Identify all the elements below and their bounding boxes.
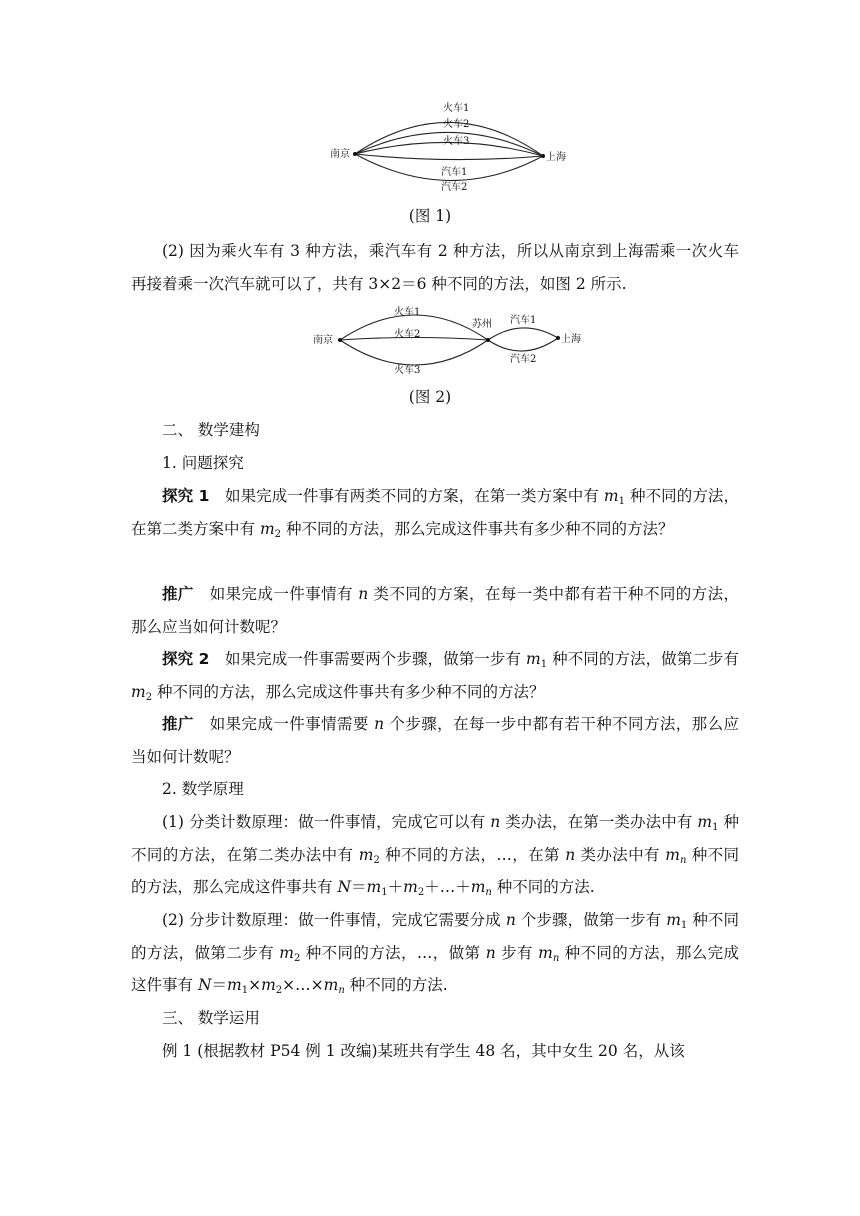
subheading-problem-explore: 1. 问题探究 bbox=[162, 454, 244, 472]
fig1-route-label: 火车1 bbox=[443, 103, 470, 114]
paragraph-explore-2: 探究 2 如果完成一件事需要两个步骤，做第一步有 $m_1$ 种不同的方法，做第二步有 $m_2$ 种不同的方法，那么完成这件事共有多少种不同的方法？ bbox=[131, 650, 739, 703]
fig2-route-label: 汽车1 bbox=[510, 315, 537, 326]
fig2-route-label: 火车1 bbox=[394, 307, 421, 318]
paragraph-generalize-1: 推广 如果完成一件事情有 n 类不同的方案，在每一类中都有若干种不同的方法，那么应当如何计数呢？ bbox=[131, 585, 739, 636]
label-explore-1: 探究 1 bbox=[162, 487, 210, 505]
fig1-route-label: 汽车2 bbox=[441, 182, 468, 193]
example-1-text: 例 1 (根据教材 P54 例 1 改编)某班共有学生 48 名，其中女生 20 名，从该 bbox=[162, 1042, 685, 1060]
fig2-route-label: 火车3 bbox=[394, 365, 421, 376]
fig2-node-suzhou: 苏州 bbox=[472, 319, 492, 330]
paragraph-addition-principle: (1) 分类计数原理：做一件事情，完成它可以有 n 类办法，在第一类办法中有 $m_1$ 种不同的方法，在第二类办法中有 $m_2$ 种不同的方法，…，在第 n 类办法中有 $m_n$ 种不同的方法，那么完成这件事共有 $N=m_1+m_2+\dots+m_n$ 种不同的方法. bbox=[131, 813, 740, 898]
figure-1-caption: (图 1) bbox=[408, 207, 452, 225]
figure-1-diagram bbox=[325, 98, 575, 198]
fig2-node-shanghai: 上海 bbox=[561, 334, 581, 345]
fig1-route-label: 汽车1 bbox=[441, 167, 468, 178]
figure-2-caption: (图 2) bbox=[408, 388, 452, 406]
fig1-route-label: 火车2 bbox=[443, 119, 470, 130]
section-heading-2: 二、 数学建构 bbox=[162, 421, 260, 439]
paragraph-explore-1: 探究 1 如果完成一件事有两类不同的方案，在第一类方案中有 $m_1$ 种不同的方法，在第二类方案中有 $m_2$ 种不同的方法，那么完成这件事共有多少种不同的方法？ bbox=[131, 487, 739, 540]
label-generalize-2: 推广 bbox=[162, 715, 194, 733]
label-explore-2: 探究 2 bbox=[162, 650, 210, 668]
figure-2-diagram bbox=[310, 305, 600, 385]
label-generalize-1: 推广 bbox=[162, 585, 194, 603]
paragraph-multiplication-principle: (2) 分步计数原理：做一件事情，完成它需要分成 n 个步骤，做第一步有 $m_1$ 种不同的方法，做第二步有 $m_2$ 种不同的方法，…，做第 n 步有 $m_n$ 种不同的方法，那么完成这件事有 $N=m_1\times m_2\times\dots\times m_n$ 种不同的方法. bbox=[131, 911, 740, 996]
fig1-route-label: 火车3 bbox=[443, 136, 470, 147]
fig1-node-shanghai: 上海 bbox=[546, 152, 566, 163]
paragraph-generalize-2: 推广 如果完成一件事情需要 n 个步骤，在每一步中都有若干种不同方法，那么应当如何计数呢？ bbox=[131, 715, 739, 766]
section-heading-3: 三、 数学运用 bbox=[162, 1009, 260, 1027]
fig1-node-nanjing: 南京 bbox=[330, 149, 350, 160]
paragraph-case-2: (2) 因为乘火车有 3 种方法，乘汽车有 2 种方法，所以从南京到上海需乘一次火车再接着乘一次汽车就可以了，共有 3×2＝6 种不同的方法，如图 2 所示. bbox=[131, 242, 739, 293]
subheading-math-principle: 2. 数学原理 bbox=[162, 780, 244, 798]
fig2-route-label: 火车2 bbox=[394, 329, 421, 340]
fig2-route-label: 汽车2 bbox=[510, 354, 537, 365]
fig2-node-nanjing: 南京 bbox=[313, 335, 333, 346]
